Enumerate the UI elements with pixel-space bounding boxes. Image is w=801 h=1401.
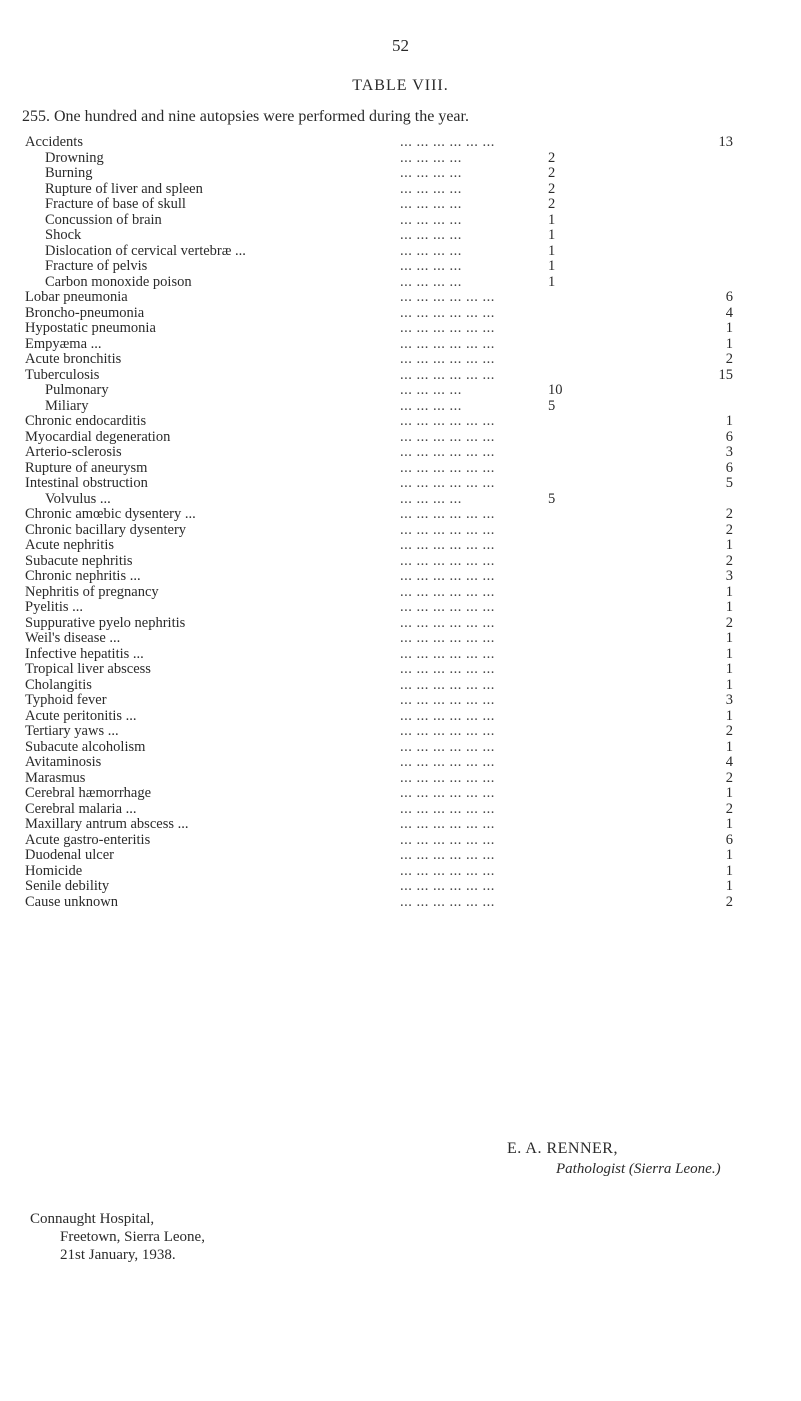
leader-dots: ... ... ... ... ... ... [400,847,495,863]
list-item [0,631,801,647]
table-title: TABLE VIII. [352,77,449,94]
leader-dots: ... ... ... ... [400,397,462,414]
list-item [0,228,801,244]
cause-label: Nephritis of pregnancy [25,583,159,600]
leader-dots: ... ... ... ... ... ... [400,320,495,336]
leader-dots: ... ... ... ... ... ... [400,537,495,553]
list-item [0,368,801,384]
cause-label: Acute peritonitis ... [25,707,137,724]
leader-dots: ... ... ... ... ... ... [400,583,495,600]
total-count: 2 [725,893,733,910]
total-count: 1 [725,676,733,693]
total-count: 3 [725,568,733,584]
leader-dots: ... ... ... ... ... ... [400,630,495,646]
total-count: 2 [725,769,733,786]
leader-dots: ... ... ... ... [400,258,462,274]
leader-dots: ... ... ... ... [400,227,462,243]
sub-count: 1 [548,227,556,243]
total-count: 1 [725,413,733,429]
leader-dots: ... ... ... ... ... ... [400,444,495,460]
cause-label: Cerebral malaria ... [25,800,137,817]
total-count: 1 [725,738,733,755]
leader-dots: ... ... ... ... ... ... [400,521,495,538]
cause-label: Acute bronchitis [25,351,122,367]
list-item [0,306,801,322]
list-item [0,492,801,508]
cause-label: Rupture of liver and spleen [45,180,203,197]
total-count: 1 [725,630,733,646]
leader-dots: ... ... ... ... ... ... [400,738,495,755]
list-item [0,802,801,818]
sub-count: 10 [548,382,563,398]
total-count: 13 [718,134,733,150]
list-item [0,259,801,275]
list-item [0,724,801,740]
list-item [0,461,801,477]
cause-label: Maxillary antrum abscess ... [25,816,189,832]
leader-dots: ... ... ... ... [400,180,462,197]
list-item [0,383,801,399]
sub-count: 2 [548,165,556,181]
list-item [0,182,801,198]
cause-label: Chronic nephritis ... [25,568,141,584]
list-item [0,275,801,291]
leader-dots: ... ... ... ... ... ... [400,676,495,693]
cause-label: Suppurative pyelo nephritis [25,614,186,631]
total-count: 1 [725,335,733,352]
signature-name: E. A. RENNER, [507,1140,618,1157]
list-item [0,538,801,554]
leader-dots: ... ... ... ... ... ... [400,707,495,724]
cause-label: Accidents [25,134,83,150]
cause-label: Burning [45,165,93,181]
sub-count: 5 [548,490,556,507]
list-item [0,554,801,570]
cause-label: Chronic endocarditis [25,413,147,429]
leader-dots: ... ... ... ... ... ... [400,614,495,631]
cause-label: Lobar pneumonia [25,289,128,305]
sub-count: 2 [548,196,556,212]
list-item [0,864,801,880]
list-item [0,290,801,306]
leader-dots: ... ... ... ... ... ... [400,831,495,848]
list-item [0,244,801,260]
leader-dots: ... ... ... ... ... ... [400,769,495,786]
list-item [0,151,801,167]
cause-label: Weil's disease ... [25,630,121,646]
list-item [0,166,801,182]
leader-dots: ... ... ... ... [400,382,462,398]
sub-count: 2 [548,180,556,197]
leader-dots: ... ... ... ... ... ... [400,366,495,383]
cause-label: Cholangitis [25,676,92,693]
cause-label: Cause unknown [25,893,119,910]
list-item [0,569,801,585]
leader-dots: ... ... ... ... ... ... [400,785,495,801]
cause-label: Tertiary yaws ... [25,723,119,739]
address-line-3: 21st January, 1938. [60,1247,176,1263]
list-item [0,771,801,787]
sub-count: 5 [548,397,556,414]
list-item [0,740,801,756]
address-line-2: Freetown, Sierra Leone, [60,1229,205,1245]
cause-label: Infective hepatitis ... [25,645,144,662]
cause-label: Homicide [25,862,83,879]
total-count: 6 [725,831,733,848]
list-item [0,879,801,895]
list-item [0,135,801,151]
cause-label: Pyelitis ... [25,599,84,615]
cause-label: Volvulus ... [45,490,111,507]
total-count: 1 [725,707,733,724]
list-item [0,616,801,632]
total-count: 2 [725,614,733,631]
list-item [0,895,801,911]
leader-dots: ... ... ... ... ... ... [400,568,495,584]
total-count: 1 [725,645,733,662]
total-count: 5 [725,475,733,491]
leader-dots: ... ... ... ... ... ... [400,428,495,445]
total-count: 1 [725,583,733,600]
cause-label: Avitaminosis [25,754,102,770]
list-item [0,197,801,213]
leader-dots: ... ... ... ... [400,196,462,212]
list-item [0,678,801,694]
list-item [0,600,801,616]
cause-label: Acute gastro-enteritis [25,831,151,848]
cause-label: Tropical liver abscess [25,661,151,677]
leader-dots: ... ... ... ... ... ... [400,599,495,615]
cause-label: Carbon monoxide poison [45,273,192,290]
leader-dots: ... ... ... ... ... ... [400,289,495,305]
leader-dots: ... ... ... ... [400,273,462,290]
total-count: 1 [725,847,733,863]
cause-label: Dislocation of cervical vertebræ ... [45,242,246,259]
leader-dots: ... ... ... ... [400,165,462,181]
leader-dots: ... ... ... ... ... ... [400,661,495,677]
total-count: 2 [725,723,733,739]
cause-label: Drowning [45,149,104,166]
leader-dots: ... ... ... ... ... ... [400,878,495,894]
list-item [0,833,801,849]
list-item [0,352,801,368]
cause-label: Arterio-sclerosis [25,444,122,460]
cause-label: Shock [45,227,82,243]
list-item [0,414,801,430]
leader-dots: ... ... ... ... ... ... [400,506,495,522]
cause-label: Empyæma ... [25,335,102,352]
sub-count: 1 [548,242,556,259]
total-count: 2 [725,800,733,817]
cause-label: Cerebral hæmorrhage [25,785,152,801]
list-item [0,476,801,492]
page-number: 52 [392,36,409,55]
total-count: 3 [725,692,733,708]
cause-label: Subacute alcoholism [25,738,146,755]
cause-label: Intestinal obstruction [25,475,148,491]
total-count: 1 [725,785,733,801]
leader-dots: ... ... ... ... ... ... [400,134,495,150]
total-count: 6 [725,289,733,305]
intro-paragraph: 255. One hundred and nine autopsies were performed during the year. [22,108,469,125]
total-count: 1 [725,816,733,832]
total-count: 2 [725,552,733,569]
list-item [0,709,801,725]
signature-title: Pathologist (Sierra Leone.) [556,1161,721,1177]
cause-label: Rupture of aneurysm [25,459,148,476]
list-item [0,213,801,229]
total-count: 1 [725,537,733,553]
cause-label: Tuberculosis [25,366,100,383]
leader-dots: ... ... ... ... ... ... [400,893,495,910]
cause-label: Senile debility [25,878,110,894]
total-count: 15 [718,366,733,383]
cause-label: Chronic bacillary dysentery [25,521,187,538]
leader-dots: ... ... ... ... ... ... [400,692,495,708]
cause-label: Marasmus [25,769,86,786]
list-item [0,585,801,601]
list-item [0,445,801,461]
total-count: 4 [725,304,733,321]
list-item [0,399,801,415]
leader-dots: ... ... ... ... ... ... [400,335,495,352]
total-count: 2 [725,506,733,522]
sub-count: 1 [548,258,556,274]
leader-dots: ... ... ... ... [400,242,462,259]
cause-label: Myocardial degeneration [25,428,171,445]
list-item [0,430,801,446]
leader-dots: ... ... ... ... ... ... [400,754,495,770]
cause-label: Miliary [45,397,89,414]
leader-dots: ... ... ... ... ... ... [400,862,495,879]
cause-label: Subacute nephritis [25,552,133,569]
total-count: 3 [725,444,733,460]
leader-dots: ... ... ... ... ... ... [400,413,495,429]
list-item [0,507,801,523]
leader-dots: ... ... ... ... [400,211,462,228]
cause-label: Fracture of pelvis [45,258,148,274]
leader-dots: ... ... ... ... ... ... [400,816,495,832]
leader-dots: ... ... ... ... ... ... [400,304,495,321]
cause-label: Chronic amœbic dysentery ... [25,506,196,522]
autopsy-cause-list [0,135,801,910]
total-count: 2 [725,521,733,538]
list-item [0,662,801,678]
leader-dots: ... ... ... ... ... ... [400,475,495,491]
list-item [0,321,801,337]
cause-label: Hypostatic pneumonia [25,320,156,336]
total-count: 6 [725,428,733,445]
sub-count: 1 [548,273,556,290]
list-item [0,523,801,539]
address-line-1: Connaught Hospital, [30,1211,155,1227]
list-item [0,755,801,771]
total-count: 1 [725,661,733,677]
leader-dots: ... ... ... ... [400,490,462,507]
cause-label: Concussion of brain [45,211,162,228]
total-count: 1 [725,599,733,615]
leader-dots: ... ... ... ... ... ... [400,723,495,739]
leader-dots: ... ... ... ... ... ... [400,351,495,367]
total-count: 6 [725,459,733,476]
list-item [0,337,801,353]
list-item [0,647,801,663]
list-item [0,848,801,864]
list-item [0,693,801,709]
total-count: 4 [725,754,733,770]
total-count: 1 [725,862,733,879]
leader-dots: ... ... ... ... ... ... [400,552,495,569]
total-count: 2 [725,351,733,367]
leader-dots: ... ... ... ... ... ... [400,800,495,817]
cause-label: Typhoid fever [25,692,107,708]
sub-count: 1 [548,211,556,228]
list-item [0,786,801,802]
list-item [0,817,801,833]
leader-dots: ... ... ... ... ... ... [400,645,495,662]
cause-label: Acute nephritis [25,537,114,553]
cause-label: Broncho-pneumonia [25,304,145,321]
total-count: 1 [725,320,733,336]
sub-count: 2 [548,149,556,166]
cause-label: Pulmonary [45,382,109,398]
leader-dots: ... ... ... ... ... ... [400,459,495,476]
leader-dots: ... ... ... ... [400,149,462,166]
total-count: 1 [725,878,733,894]
cause-label: Duodenal ulcer [25,847,114,863]
cause-label: Fracture of base of skull [45,196,186,212]
